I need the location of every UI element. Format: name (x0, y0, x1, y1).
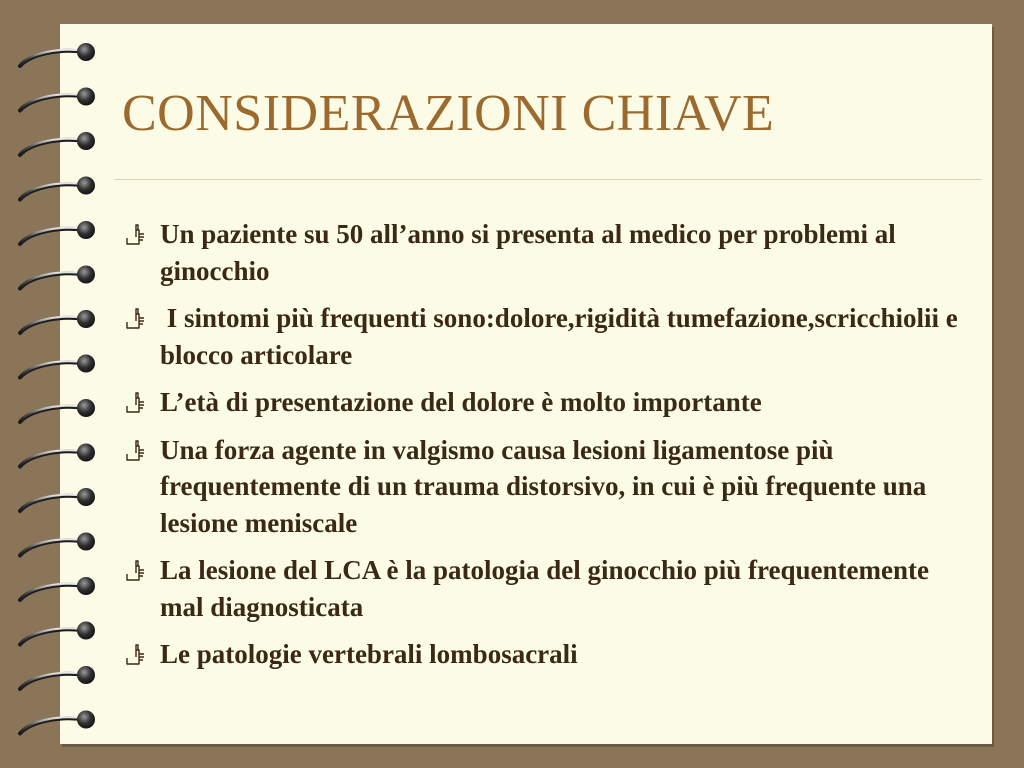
binding-ring (20, 488, 95, 511)
bullet-item (120, 300, 970, 373)
bullet-text: Una forza agente in valgismo causa lesioni ligamentose più frequentemente di un trauma distorsivo, in cui è più frequente una lesione meniscale (160, 434, 927, 538)
binding-ring (20, 444, 95, 467)
binding-ring (20, 355, 95, 378)
hand-point-icon (124, 222, 150, 248)
binding-ring (20, 533, 95, 556)
binding-ring (20, 177, 95, 200)
hand-point-icon (124, 642, 150, 668)
bullet-item (120, 552, 970, 625)
binding-ring (20, 399, 95, 422)
bullet-list (120, 216, 970, 684)
hand-point-icon (124, 438, 150, 464)
binding-ring (20, 221, 95, 244)
binding-ring (20, 132, 95, 155)
hand-point-icon (124, 306, 150, 332)
title-divider (114, 179, 982, 180)
bullet-text: La lesione del LCA è la patologia del ginocchio più frequentemente mal diagnosticata (160, 555, 929, 622)
bullet-text: Le patologie vertebrali lombosacrali (160, 639, 578, 669)
binding-ring (20, 666, 95, 689)
bullet-text: Un paziente su 50 all’anno si presenta al medico per problemi al ginocchio (160, 219, 896, 286)
binding-ring (20, 310, 95, 333)
binding-ring (20, 43, 95, 66)
binding-ring (20, 266, 95, 289)
bullet-item (120, 636, 970, 673)
binding-ring (20, 711, 95, 734)
bullet-text: I sintomi più frequenti sono:dolore,rigidità tumefazione,scricchiolii e blocco articolare (160, 303, 965, 370)
bullet-item (120, 216, 970, 289)
bullet-text: L’età di presentazione del dolore è molto importante (160, 387, 762, 417)
hand-point-icon (124, 390, 150, 416)
hand-point-icon (124, 558, 150, 584)
spiral-binding (0, 0, 120, 768)
binding-ring (20, 88, 95, 111)
bullet-item (120, 384, 970, 421)
slide-title: CONSIDERAZIONI CHIAVE (122, 85, 775, 142)
binding-ring (20, 577, 95, 600)
binding-ring (20, 622, 95, 645)
bullet-item (120, 432, 970, 542)
